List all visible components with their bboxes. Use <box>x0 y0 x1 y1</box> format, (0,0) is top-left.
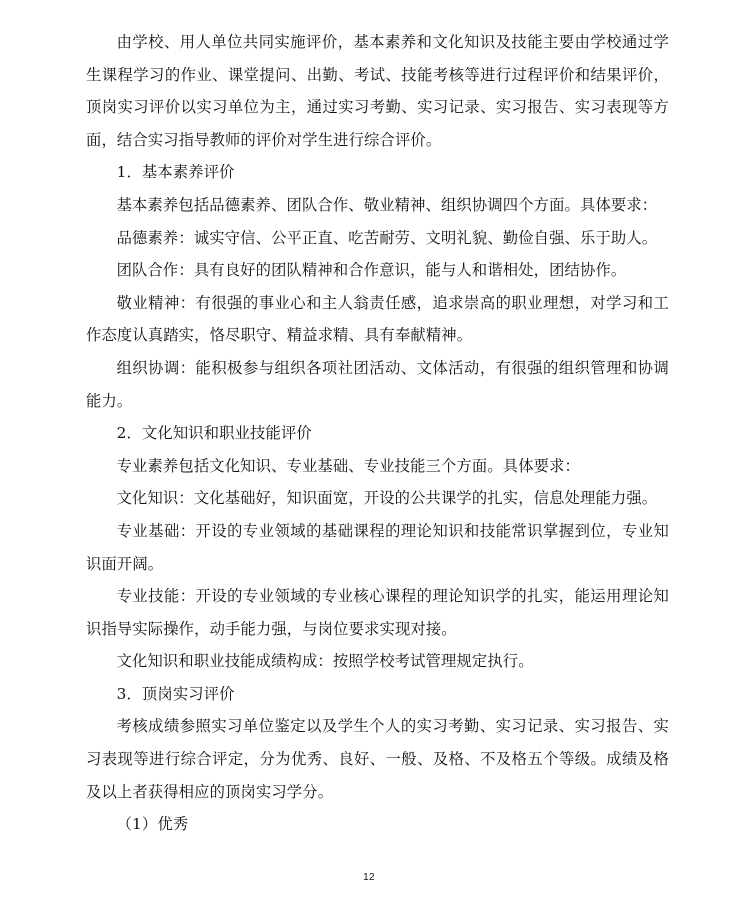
document-body <box>86 26 669 841</box>
paragraph-teamwork: 团队合作：具有良好的团队精神和合作意识，能与人和谐相处，团结协作。 <box>116 261 627 280</box>
page-number: 12 <box>363 872 375 883</box>
paragraph-organization-coordination: 组织协调：能积极参与组织各项社团活动、文体活动，有很强的组织管理和协调能力。 <box>86 358 669 410</box>
paragraph-professional-dedication: 敬业精神：有很强的事业心和主人翁责任感，追求崇高的职业理想，对学习和工作态度认真踏实，恪尽职守、精益求精、具有奉献精神。 <box>86 293 669 345</box>
paragraph-moral-quality: 品德素养：诚实守信、公平正直、吃苦耐劳、文明礼貌、勤俭自强、乐于助人。 <box>116 228 658 247</box>
paragraph-basic-quality-intro: 基本素养包括品德素养、团队合作、敬业精神、组织协调四个方面。具体要求： <box>116 195 658 214</box>
paragraph-score-composition: 文化知识和职业技能成绩构成：按照学校考试管理规定执行。 <box>116 652 534 671</box>
heading-basic-quality-evaluation: 1．基本素养评价 <box>116 163 235 182</box>
paragraph-cultural-knowledge: 文化知识：文化基础好，知识面宽，开设的公共课学的扎实，信息处理能力强。 <box>116 489 658 508</box>
paragraph-professional-skills: 专业技能：开设的专业领域的专业核心课程的理论知识学的扎实，能运用理论知识指导实际操作，动手能力强，与岗位要求实现对接。 <box>86 587 669 638</box>
paragraph-evaluation-overview: 由学校、用人单位共同实施评价，基本素养和文化知识及技能主要由学校通过学生课程学习的作业、课堂提问、出勤、考试、技能考核等进行过程评价和结果评价，顶岗实习评价以实习单位为主，通过实习考勤、实习记录、实习报告、实习表现等方面，结合实习指导教师的评价对学生进行综合评价。 <box>86 33 669 149</box>
paragraph-professional-foundation: 专业基础：开设的专业领域的基础课程的理论知识和技能常识掌握到位，专业知识面开阔。 <box>86 521 669 573</box>
paragraph-professional-quality-intro: 专业素养包括文化知识、专业基础、专业技能三个方面。具体要求： <box>116 456 581 475</box>
heading-knowledge-skill-evaluation: 2．文化知识和职业技能评价 <box>116 424 312 443</box>
subheading-excellent: （1）优秀 <box>116 815 189 834</box>
heading-internship-evaluation: 3．顶岗实习评价 <box>116 684 235 703</box>
paragraph-internship-assessment: 考核成绩参照实习单位鉴定以及学生个人的实习考勤、实习记录、实习报告、实习表现等进行综合评定，分为优秀、良好、一般、及格、不及格五个等级。成绩及格及以上者获得相应的顶岗实习学分。 <box>86 717 669 801</box>
